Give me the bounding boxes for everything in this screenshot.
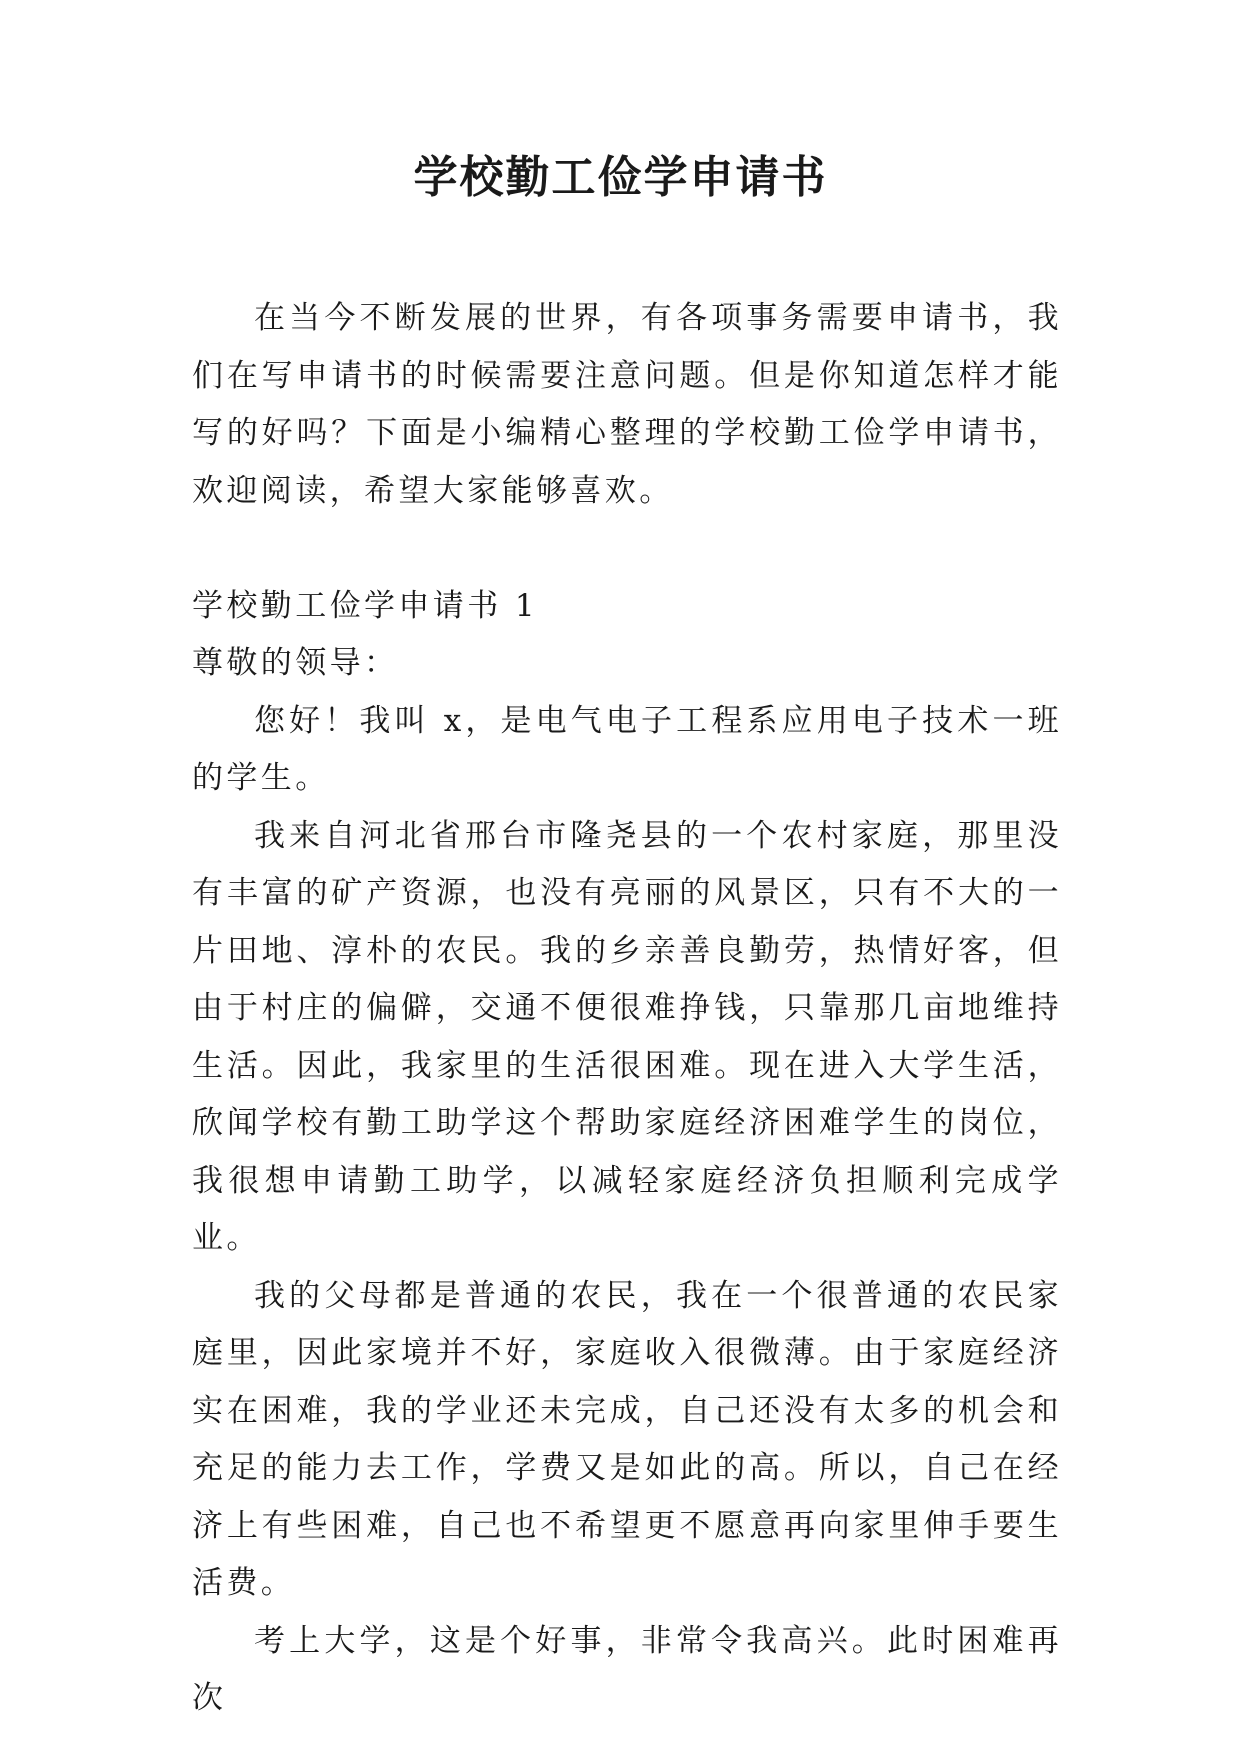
- body-paragraph: 您好！我叫 x，是电气电子工程系应用电子技术一班的学生。: [192, 702, 1062, 796]
- body-paragraph: 我的父母都是普通的农民，我在一个很普通的农民家庭里，因此家境并不好，家庭收入很微薄。由于家庭经济实在困难，我的学业还未完成，自己还没有太多的机会和充足的能力去工作，学费又是如此的高。所以，自己在经济上有些困难，自己也不希望更不愿意再向家里伸手要生活费。: [192, 1277, 1062, 1601]
- document-title: 学校勤工俭学申请书: [413, 152, 828, 203]
- document-body: [192, 290, 1062, 1728]
- body-paragraph: 我来自河北省邢台市隆尧县的一个农村家庭，那里没有丰富的矿产资源，也没有亮丽的风景区，只有不大的一片田地、淳朴的农民。我的乡亲善良勤劳，热情好客，但由于村庄的偏僻，交通不便很难挣钱，只靠那几亩地维持生活。因此，我家里的生活很困难。现在进入大学生活，欣闻学校有勤工助学这个帮助家庭经济困难学生的岗位，我很想申请勤工助学，以减轻家庭经济负担顺利完成学业。: [192, 817, 1062, 1256]
- body-paragraph: 考上大学，这是个好事，非常令我高兴。此时困难再次: [192, 1622, 1062, 1716]
- paragraph-gap: [192, 520, 1062, 578]
- section-heading: 学校勤工俭学申请书 1: [192, 587, 538, 624]
- intro-paragraph: 在当今不断发展的世界，有各项事务需要申请书，我们在写申请书的时候需要注意问题。但是你知道怎样才能写的好吗？下面是小编精心整理的学校勤工俭学申请书，欢迎阅读，希望大家能够喜欢。: [192, 300, 1062, 509]
- salutation: 尊敬的领导：: [192, 645, 399, 681]
